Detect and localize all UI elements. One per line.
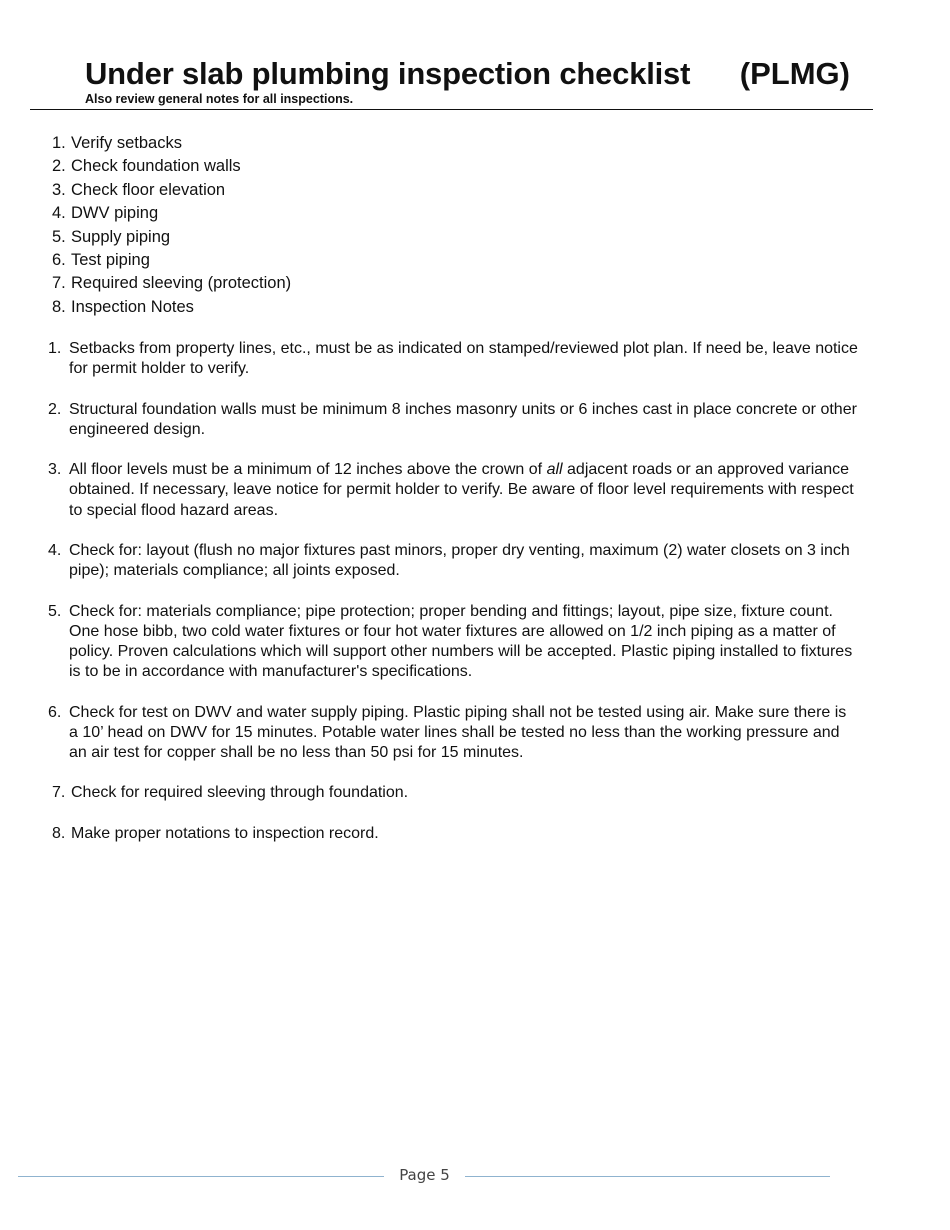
note-item bbox=[48, 783, 858, 803]
note-text: Check for: materials compliance; pipe protection; proper bending and fittings; layout, pipe size, fixture count. One hose bibb, two cold water fixtures or four hot water fixtures are allowed on 1/2 inch piping as a matter of policy. Proven calculations which will support other numbers will be accepted. Plastic piping installed to fixtures is to be in accordance with manufacturer's specifications. bbox=[69, 602, 853, 681]
list-item-label: Supply piping bbox=[71, 227, 171, 246]
list-item bbox=[52, 202, 291, 225]
list-item bbox=[52, 272, 291, 295]
note-text: Check for test on DWV and water supply piping. Plastic piping shall not be tested using air. Make sure there is a 10’ head on DWV for 15 minutes. Potable water lines shall be tested no less than the working pressure and an air test for copper shall be no less than 50 psi for 15 minutes. bbox=[69, 703, 847, 761]
note-item bbox=[48, 400, 858, 440]
note-text: Check for: layout (flush no major fixtures past minors, proper dry venting, maximum (2) water closets on 3 inch pipe); materials compliance; all joints exposed. bbox=[69, 541, 850, 580]
header-divider bbox=[30, 109, 873, 110]
list-item-label: Check foundation walls bbox=[71, 157, 241, 176]
note-item bbox=[48, 339, 858, 379]
note-text bbox=[69, 460, 858, 521]
note-emphasis: all bbox=[546, 461, 563, 479]
note-number: 7. bbox=[52, 784, 66, 802]
list-item-label: DWV piping bbox=[71, 204, 159, 223]
note-number: 3. bbox=[48, 461, 62, 479]
list-item-label: Required sleeving (protection) bbox=[71, 274, 292, 293]
list-item-number: 3. bbox=[52, 180, 66, 199]
note-number: 4. bbox=[48, 541, 62, 559]
note-text-part: All floor levels must be a minimum of 12 inches above the crown of bbox=[69, 461, 547, 479]
list-item-number: 7. bbox=[52, 274, 66, 293]
list-item bbox=[52, 155, 291, 178]
checklist-code: (PLMG) bbox=[739, 56, 850, 91]
note-text-part: adjacent roads or an approved variance obtained. If necessary, leave notice for permit holder to verify. Be aware of floor level requirements with respect to special flood hazard areas. bbox=[69, 461, 854, 519]
list-item bbox=[52, 132, 291, 155]
note-text: Setbacks from property lines, etc., must be as indicated on stamped/reviewed plot plan. If need be, leave notice for permit holder to verify. bbox=[69, 340, 858, 378]
list-item-label: Test piping bbox=[71, 251, 150, 270]
note-number: 1. bbox=[48, 340, 62, 357]
list-item bbox=[52, 296, 291, 319]
note-number: 5. bbox=[48, 602, 62, 620]
list-item-number: 2. bbox=[52, 157, 66, 176]
list-item bbox=[52, 249, 291, 272]
list-item-number: 1. bbox=[52, 134, 66, 152]
note-text: Check for required sleeving through foundation. bbox=[71, 784, 409, 802]
inspection-notes bbox=[48, 339, 858, 864]
page-title: Under slab plumbing inspection checklist bbox=[85, 56, 691, 91]
note-item bbox=[48, 602, 858, 683]
note-item bbox=[48, 824, 858, 844]
note-text: Make proper notations to inspection record. bbox=[71, 824, 379, 842]
list-item-number: 5. bbox=[52, 227, 66, 246]
note-item bbox=[48, 703, 858, 764]
footer-rule-left bbox=[18, 1176, 384, 1177]
list-item-number: 4. bbox=[52, 204, 66, 223]
checklist-summary bbox=[52, 132, 291, 319]
list-item bbox=[52, 226, 291, 249]
page-number: Page 5 bbox=[399, 1166, 450, 1184]
note-number: 8. bbox=[52, 824, 66, 842]
list-item-number: 8. bbox=[52, 297, 66, 316]
note-item bbox=[48, 541, 858, 581]
page-subtitle: Also review general notes for all inspections. bbox=[85, 92, 354, 106]
page-footer bbox=[18, 1166, 830, 1188]
page-header bbox=[85, 56, 850, 107]
title-row bbox=[85, 56, 850, 92]
footer-rule-right bbox=[465, 1176, 830, 1177]
note-number: 2. bbox=[48, 400, 62, 418]
note-item bbox=[48, 460, 858, 521]
list-item bbox=[52, 179, 291, 202]
list-item-number: 6. bbox=[52, 251, 66, 270]
list-item-label: Inspection Notes bbox=[71, 297, 194, 316]
list-item-label: Verify setbacks bbox=[71, 134, 182, 152]
list-item-label: Check floor elevation bbox=[71, 180, 226, 199]
note-number: 6. bbox=[48, 703, 62, 721]
note-text: Structural foundation walls must be minimum 8 inches masonry units or 6 inches cast in place concrete or other engineered design. bbox=[69, 400, 857, 438]
